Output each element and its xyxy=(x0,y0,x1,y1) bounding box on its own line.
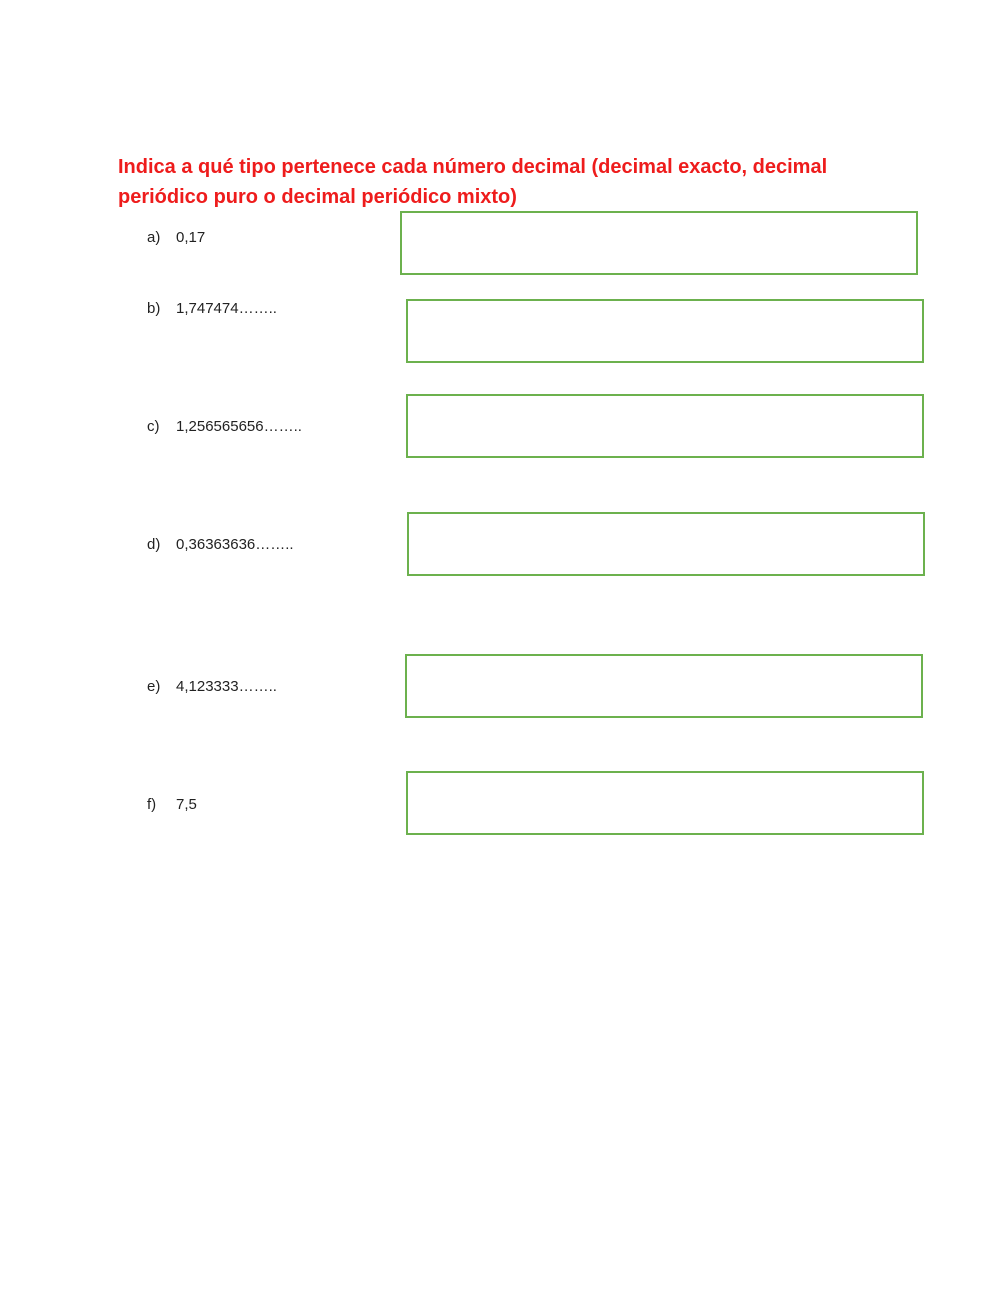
item-letter: b) xyxy=(147,300,161,317)
item-number: 1,747474…….. xyxy=(176,300,277,317)
item-letter: e) xyxy=(147,678,161,695)
answer-input-d[interactable] xyxy=(407,512,925,576)
item-number: 7,5 xyxy=(176,796,197,813)
item-letter: a) xyxy=(147,229,161,246)
answer-input-c[interactable] xyxy=(406,394,924,458)
answer-input-e[interactable] xyxy=(405,654,923,718)
item-letter: d) xyxy=(147,536,161,553)
item-letter: f) xyxy=(147,796,157,813)
item-letter: c) xyxy=(147,418,160,435)
answer-input-f[interactable] xyxy=(406,771,924,835)
item-number: 0,17 xyxy=(176,229,206,246)
answer-input-a[interactable] xyxy=(400,211,918,275)
item-number: 1,256565656…….. xyxy=(176,418,302,435)
answer-input-b[interactable] xyxy=(406,299,924,363)
instruction-title: Indica a qué tipo pertenece cada número decimal (decimal exacto, decimal periódico puro o decimal periódico mixto) xyxy=(118,156,828,208)
item-number: 0,36363636…….. xyxy=(176,536,294,553)
item-number: 4,123333…….. xyxy=(176,678,277,695)
